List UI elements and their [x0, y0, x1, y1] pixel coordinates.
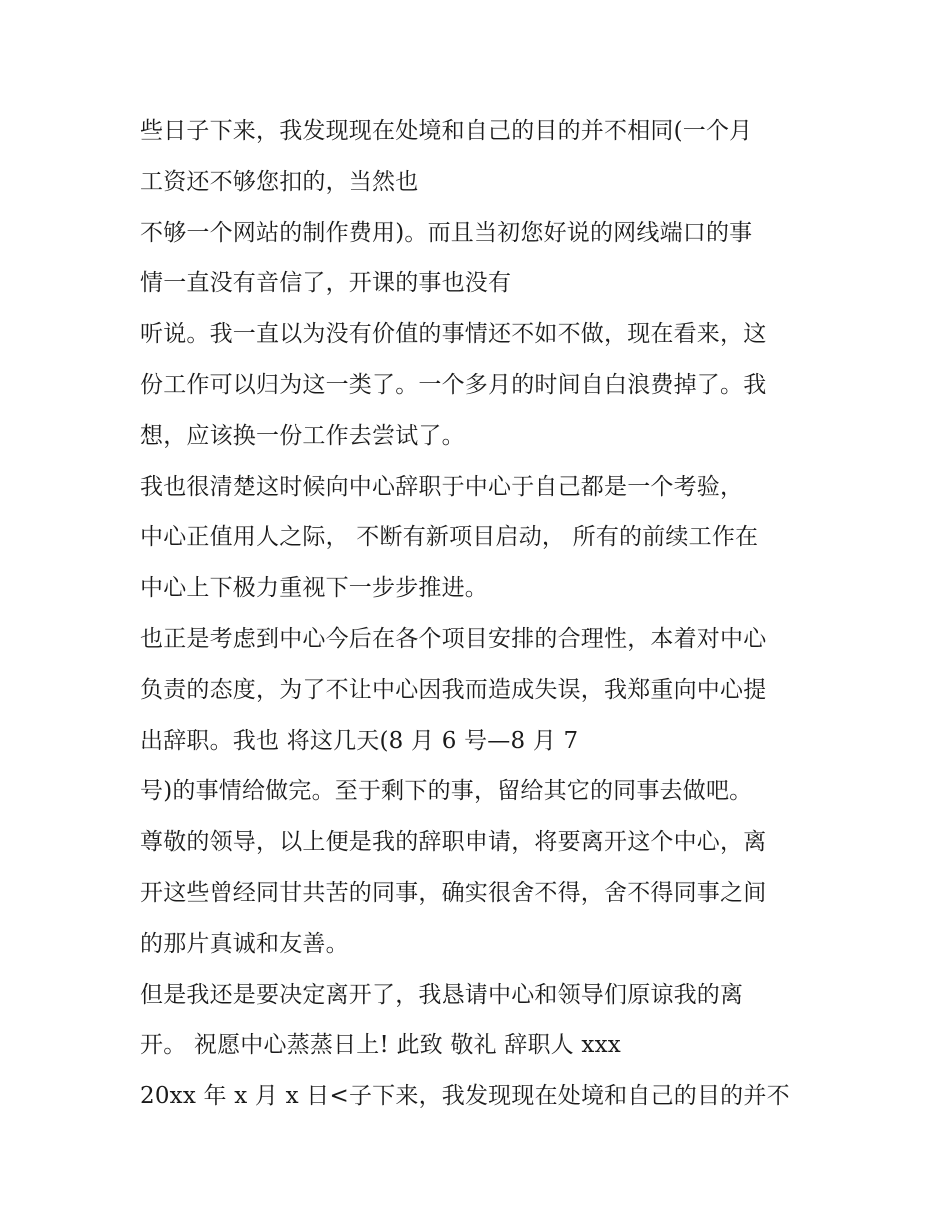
text-line: 开。 祝愿中心蒸蒸日上! 此致 敬礼 辞职人 xxx	[140, 1032, 621, 1059]
text-line: 我也很清楚这时候向中心辞职于中心于自己都是一个考验，	[140, 473, 744, 500]
text-line: 出辞职。我也 将这几天(8 月 6 号—8 月 7	[140, 727, 579, 754]
text-line: 开这些曾经同甘共苦的同事，确实很舍不得，舍不得同事之间	[140, 879, 767, 906]
text-line: 中心正值用人之际， 不断有新项目启动， 所有的前续工作在	[140, 524, 759, 551]
text-line: 尊敬的领导，以上便是我的辞职申请，将要离开这个中心，离	[140, 829, 767, 856]
text-line: 但是我还是要决定离开了，我恳请中心和领导们原谅我的离	[140, 981, 744, 1008]
text-line: 想，应该换一份工作去尝试了。	[140, 422, 465, 449]
text-line: 负责的态度，为了不让中心因我而造成失误，我郑重向中心提	[140, 676, 767, 703]
text-line: 中心上下极力重视下一步步推进。	[140, 575, 488, 602]
text-line: 不够一个网站的制作费用)。而且当初您好说的网线端口的事	[140, 219, 753, 246]
text-line: 听说。我一直以为没有价值的事情还不如不做，现在看来，这	[140, 321, 767, 348]
text-line: 情一直没有音信了，开课的事也没有	[140, 270, 512, 297]
text-line: 份工作可以归为这一类了。一个多月的时间自白浪费掉了。我	[140, 371, 767, 398]
document-text-body	[140, 106, 830, 1122]
text-line: 些日子下来，我发现现在处境和自己的目的并不相同(一个月	[140, 118, 753, 144]
text-line: 20xx 年 x 月 x 日<子下来，我发现现在处境和自己的目的并不	[140, 1083, 790, 1110]
text-line: 号)的事情给做完。至于剩下的事，留给其它的同事去做吧。	[140, 778, 753, 805]
text-line: 也正是考虑到中心今后在各个项目安排的合理性，本着对中心	[140, 625, 767, 652]
text-line: 的那片真诚和友善。	[140, 930, 349, 957]
text-line: 工资还不够您扣的，当然也	[140, 168, 419, 195]
